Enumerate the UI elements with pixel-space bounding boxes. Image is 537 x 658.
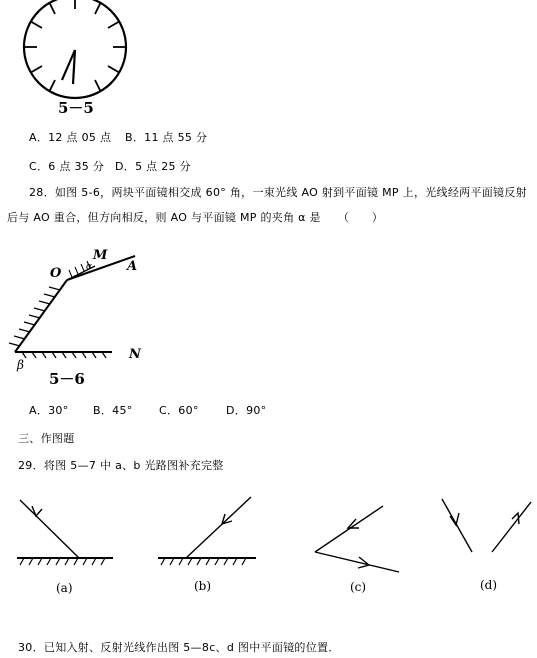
figure-a-label: (a) — [56, 581, 73, 595]
figure-d — [442, 499, 531, 552]
q30-text: 30．已知入射、反射光线作出图 5—8c、d 图中平面镜的位置． — [18, 641, 340, 654]
two-mirror-figure-label: 5－6 — [49, 370, 85, 388]
figure-c-label: (c) — [350, 580, 367, 594]
point-m-label: M — [93, 248, 108, 263]
figure-b — [158, 497, 256, 565]
q28-option-a: A．30° — [29, 404, 69, 417]
q28-text-line2: 后与 AO 重合，但方向相反，则 AO 与平面镜 MP 的夹角 α 是 （ ） — [7, 211, 384, 224]
figure-a — [17, 500, 113, 565]
figure-b-label: (b) — [194, 579, 212, 593]
point-a-label: A — [127, 259, 138, 274]
angle-alpha-label: α — [86, 262, 93, 272]
figure-c — [315, 506, 399, 572]
section-heading: 三、作图题 — [18, 432, 75, 445]
q27-option-c: C．6 点 35 分 — [29, 160, 105, 173]
q27-option-d: D．5 点 25 分 — [115, 160, 191, 173]
q27-option-a: A．12 点 05 点 — [29, 131, 112, 144]
q29-text: 29．将图 5—7 中 a、b 光路图补充完整 — [18, 459, 224, 472]
angle-beta-label: β — [17, 358, 24, 372]
q28-option-b: B．45° — [93, 404, 133, 417]
q28-option-c: C．60° — [159, 404, 199, 417]
q28-option-d: D．90° — [226, 404, 267, 417]
q28-text-line1: 28．如图 5-6，两块平面镜相交成 60° 角，一束光线 AO 射到平面镜 MP 上，光线经两平面镜反射 — [29, 186, 527, 199]
clock-figure-label: 5－5 — [58, 99, 94, 117]
point-n-label: N — [129, 347, 141, 362]
q27-option-b: B．11 点 55 分 — [125, 131, 208, 144]
point-o-label: O — [50, 266, 62, 281]
figure-d-label: (d) — [480, 578, 498, 592]
